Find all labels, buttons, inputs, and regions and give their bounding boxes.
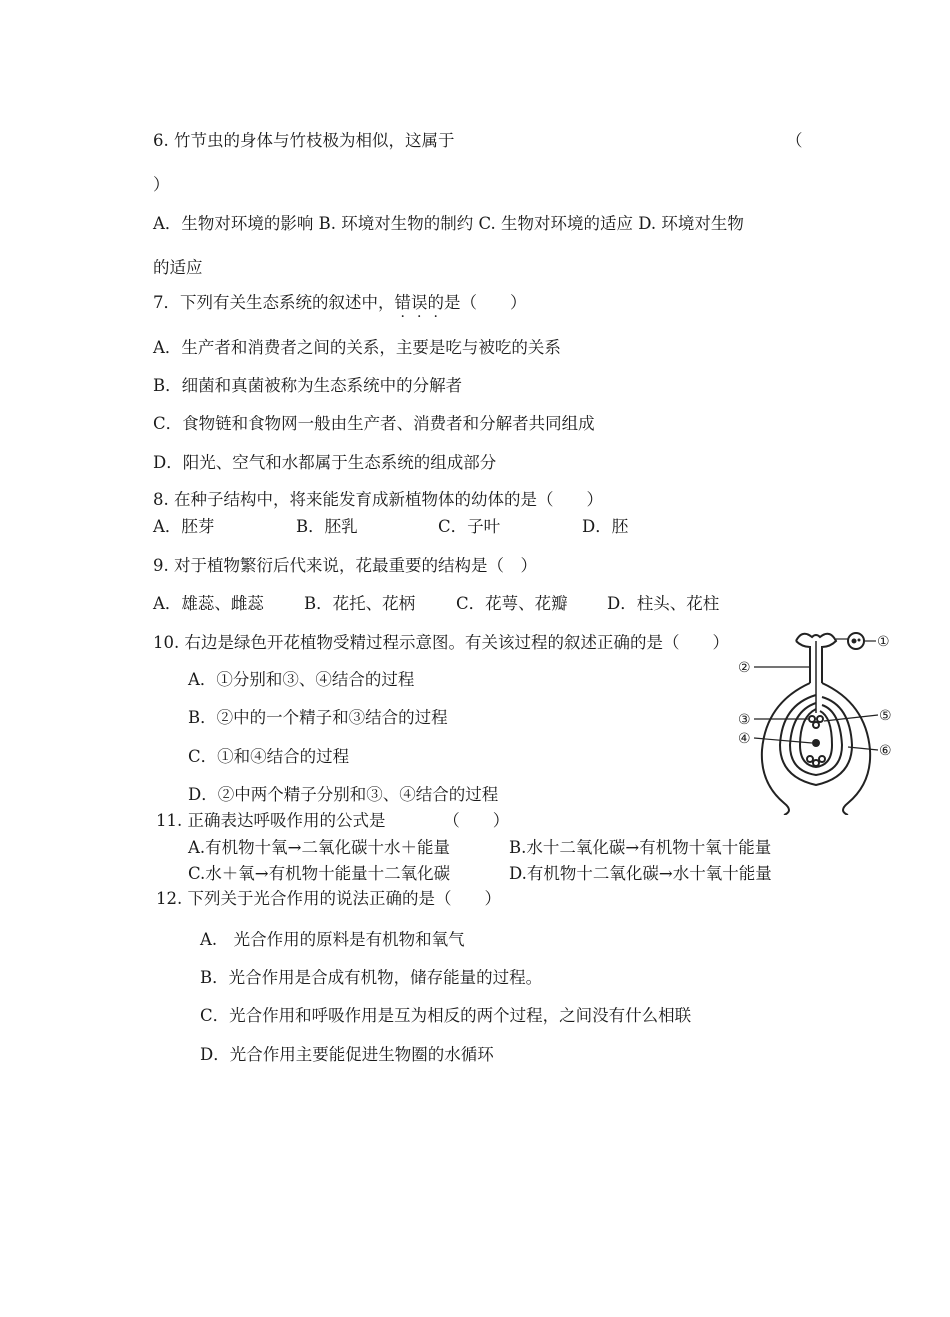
q8-option-d: D．胚 xyxy=(582,517,629,536)
q8-option-a: A．胚芽 xyxy=(153,517,215,536)
q11-option-d: D.有机物十二氧化碳→水十氧十能量 xyxy=(509,864,772,883)
q6-paren-open: （ xyxy=(786,131,803,150)
q7-emph-char: 误 xyxy=(411,293,428,312)
q10-option-d: D．②中两个精子分别和③、④结合的过程 xyxy=(188,785,499,804)
q7-stem-before: 7．下列有关生态系统的叙述中， xyxy=(153,293,395,312)
q11-option-c: C.水＋氧→有机物十能量十二氧化碳 xyxy=(188,864,451,883)
diagram-label-4: ④ xyxy=(738,731,751,747)
q8-option-c: C．子叶 xyxy=(438,517,501,536)
q9-option-a: A．雄蕊、雌蕊 xyxy=(153,594,264,613)
fertilization-diagram xyxy=(736,625,911,815)
q8-option-b: B．胚乳 xyxy=(296,517,358,536)
q12-option-c: C．光合作用和呼吸作用是互为相反的两个过程，之间没有什么相联 xyxy=(200,1006,692,1025)
diagram-label-1: ① xyxy=(877,634,890,650)
q7-option-b: B．细菌和真菌被称为生态系统中的分解者 xyxy=(153,376,463,395)
q7-option-c: C．食物链和食物网一般由生产者、消费者和分解者共同组成 xyxy=(153,414,595,433)
q12-stem: 12. 下列关于光合作用的说法正确的是（ ） xyxy=(156,889,501,908)
q7-emph-char: 错 xyxy=(394,293,411,312)
q6-paren-close: ） xyxy=(153,175,170,194)
q7-option-d: D．阳光、空气和水都属于生态系统的组成部分 xyxy=(153,453,497,472)
q12-option-d: D．光合作用主要能促进生物圈的水循环 xyxy=(200,1045,494,1064)
q9-option-b: B．花托、花柄 xyxy=(304,594,416,613)
q12-option-a: A. 光合作用的原料是有机物和氧气 xyxy=(200,930,465,949)
diagram-label-6: ⑥ xyxy=(879,743,892,759)
diagram-label-2: ② xyxy=(738,660,751,676)
q10-stem: 10. 右边是绿色开花植物受精过程示意图。有关该过程的叙述正确的是（ ） xyxy=(153,633,729,652)
q6-stem: 6. 竹节虫的身体与竹枝极为相似，这属于 xyxy=(153,131,455,150)
q7-option-a: A．生产者和消费者之间的关系，主要是吃与被吃的关系 xyxy=(153,338,561,357)
q11-option-a: A.有机物十氧→二氧化碳十水＋能量 xyxy=(188,838,450,857)
diagram-label-5: ⑤ xyxy=(879,708,892,724)
diagram-label-3: ③ xyxy=(738,712,751,728)
q7-stem xyxy=(153,293,527,313)
q11-stem: 11. 正确表达呼吸作用的公式是 （ ） xyxy=(156,811,510,830)
q9-option-d: D．柱头、花柱 xyxy=(607,594,720,613)
q6-options-line1: A．生物对环境的影响 B. 环境对生物的制约 C. 生物对环境的适应 D. 环境对生物 xyxy=(153,214,744,233)
q7-emph-char: 的 xyxy=(427,293,444,312)
q9-stem: 9. 对于植物繁衍后代来说，花最重要的结构是（ ） xyxy=(153,556,537,575)
q10-option-c: C．①和④结合的过程 xyxy=(188,747,350,766)
q9-option-c: C．花萼、花瓣 xyxy=(456,594,568,613)
q11-option-b: B.水十二氧化碳→有机物十氧十能量 xyxy=(509,838,772,857)
q6-options-line2: 的适应 xyxy=(153,258,203,277)
q10-option-b: B．②中的一个精子和③结合的过程 xyxy=(188,708,448,727)
q12-option-b: B．光合作用是合成有机物，储存能量的过程。 xyxy=(200,968,543,987)
q7-stem-after: 是（ ） xyxy=(444,293,527,312)
q10-option-a: A．①分别和③、④结合的过程 xyxy=(188,670,415,689)
q8-stem: 8. 在种子结构中，将来能发育成新植物体的幼体的是（ ） xyxy=(153,490,603,509)
